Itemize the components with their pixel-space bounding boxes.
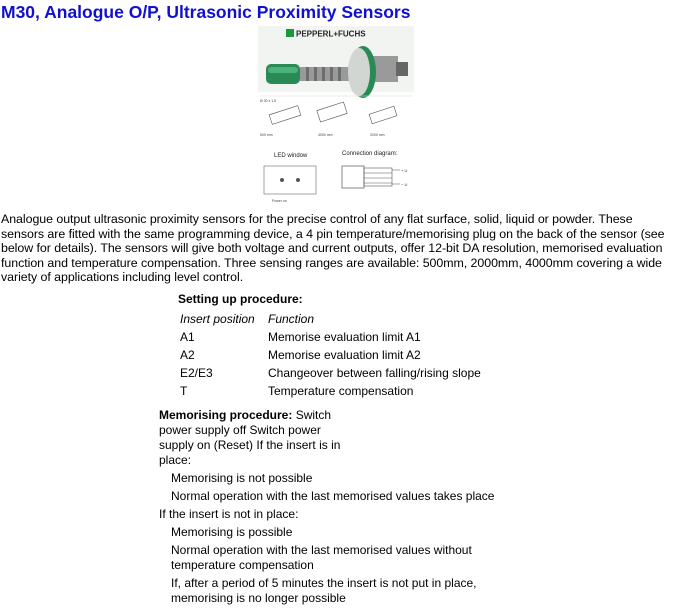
list-item: If, after a period of 5 minutes the insert is not put in place, memorising is no longer possible [171, 576, 477, 605]
table-row [178, 346, 421, 364]
list-item: Normal operation with the last memorised values without temperature compensation [171, 543, 472, 572]
setting-up-heading: Setting up procedure: [178, 292, 303, 306]
memorising-section [159, 408, 501, 606]
memorising-heading: Memorising procedure: [159, 408, 293, 422]
insert-position: T [180, 384, 188, 398]
sensor-figure-illustration [258, 26, 414, 208]
function-description: Temperature compensation [268, 384, 414, 398]
list-item: Normal operation with the last memorised values takes place [171, 489, 495, 503]
insert-position: A1 [180, 330, 195, 344]
svg-text:Power on: Power on [272, 199, 287, 203]
product-description: Analogue output ultrasonic proximity sensors for the precise control of any flat surface, solid, liquid or powder. These sensors are fitted with the same programming device, a 4 pin temperature/memorising plug on the back of the sensor (see below for details). The sensors will give both voltage and current outputs, offer 12-bit DA resolution, memorised evaluation function and temperature compensation. Three sensing ranges are available: 500mm, 2000mm, 4000mm covering a wide variety of applications including level control. [1, 212, 665, 285]
svg-text:Ø 30 x 1.5: Ø 30 x 1.5 [260, 99, 277, 103]
svg-text:2000 mm: 2000 mm [370, 133, 385, 137]
svg-text:+ U: + U [401, 168, 408, 173]
page-title: M30, Analogue O/P, Ultrasonic Proximity Sensors [1, 2, 411, 22]
setting-up-section [178, 292, 481, 400]
brand-logo-icon [286, 29, 294, 37]
function-description: Changeover between falling/rising slope [268, 366, 481, 380]
led-window-label: LED window [274, 153, 308, 159]
svg-text:4000 mm: 4000 mm [318, 133, 333, 137]
list-item: Memorising is not possible [171, 471, 313, 485]
table-header-row [178, 310, 315, 328]
list-item: Memorising is possible [171, 525, 293, 539]
connection-diagram-label: Connection diagram: [342, 151, 398, 157]
brand-name: PEPPERL+FUCHS [296, 29, 366, 39]
table-row [178, 364, 481, 382]
table-row [178, 382, 414, 400]
memorising-intro [159, 408, 349, 468]
svg-text:− U: − U [401, 182, 408, 187]
column-header-insert: Insert position [180, 312, 255, 326]
product-image [258, 26, 414, 208]
table-row [178, 328, 421, 346]
not-in-place-label: If the insert is not in place: [159, 507, 299, 521]
insert-position: A2 [180, 348, 195, 362]
column-header-function: Function [268, 312, 315, 326]
insert-position: E2/E3 [180, 366, 213, 380]
svg-text:500 mm: 500 mm [260, 133, 273, 137]
function-description: Memorise evaluation limit A2 [268, 348, 421, 362]
function-description: Memorise evaluation limit A1 [268, 330, 421, 344]
memorising-intro-text: Switch power supply off Switch power supply on (Reset) If the insert is in place: [159, 408, 341, 467]
